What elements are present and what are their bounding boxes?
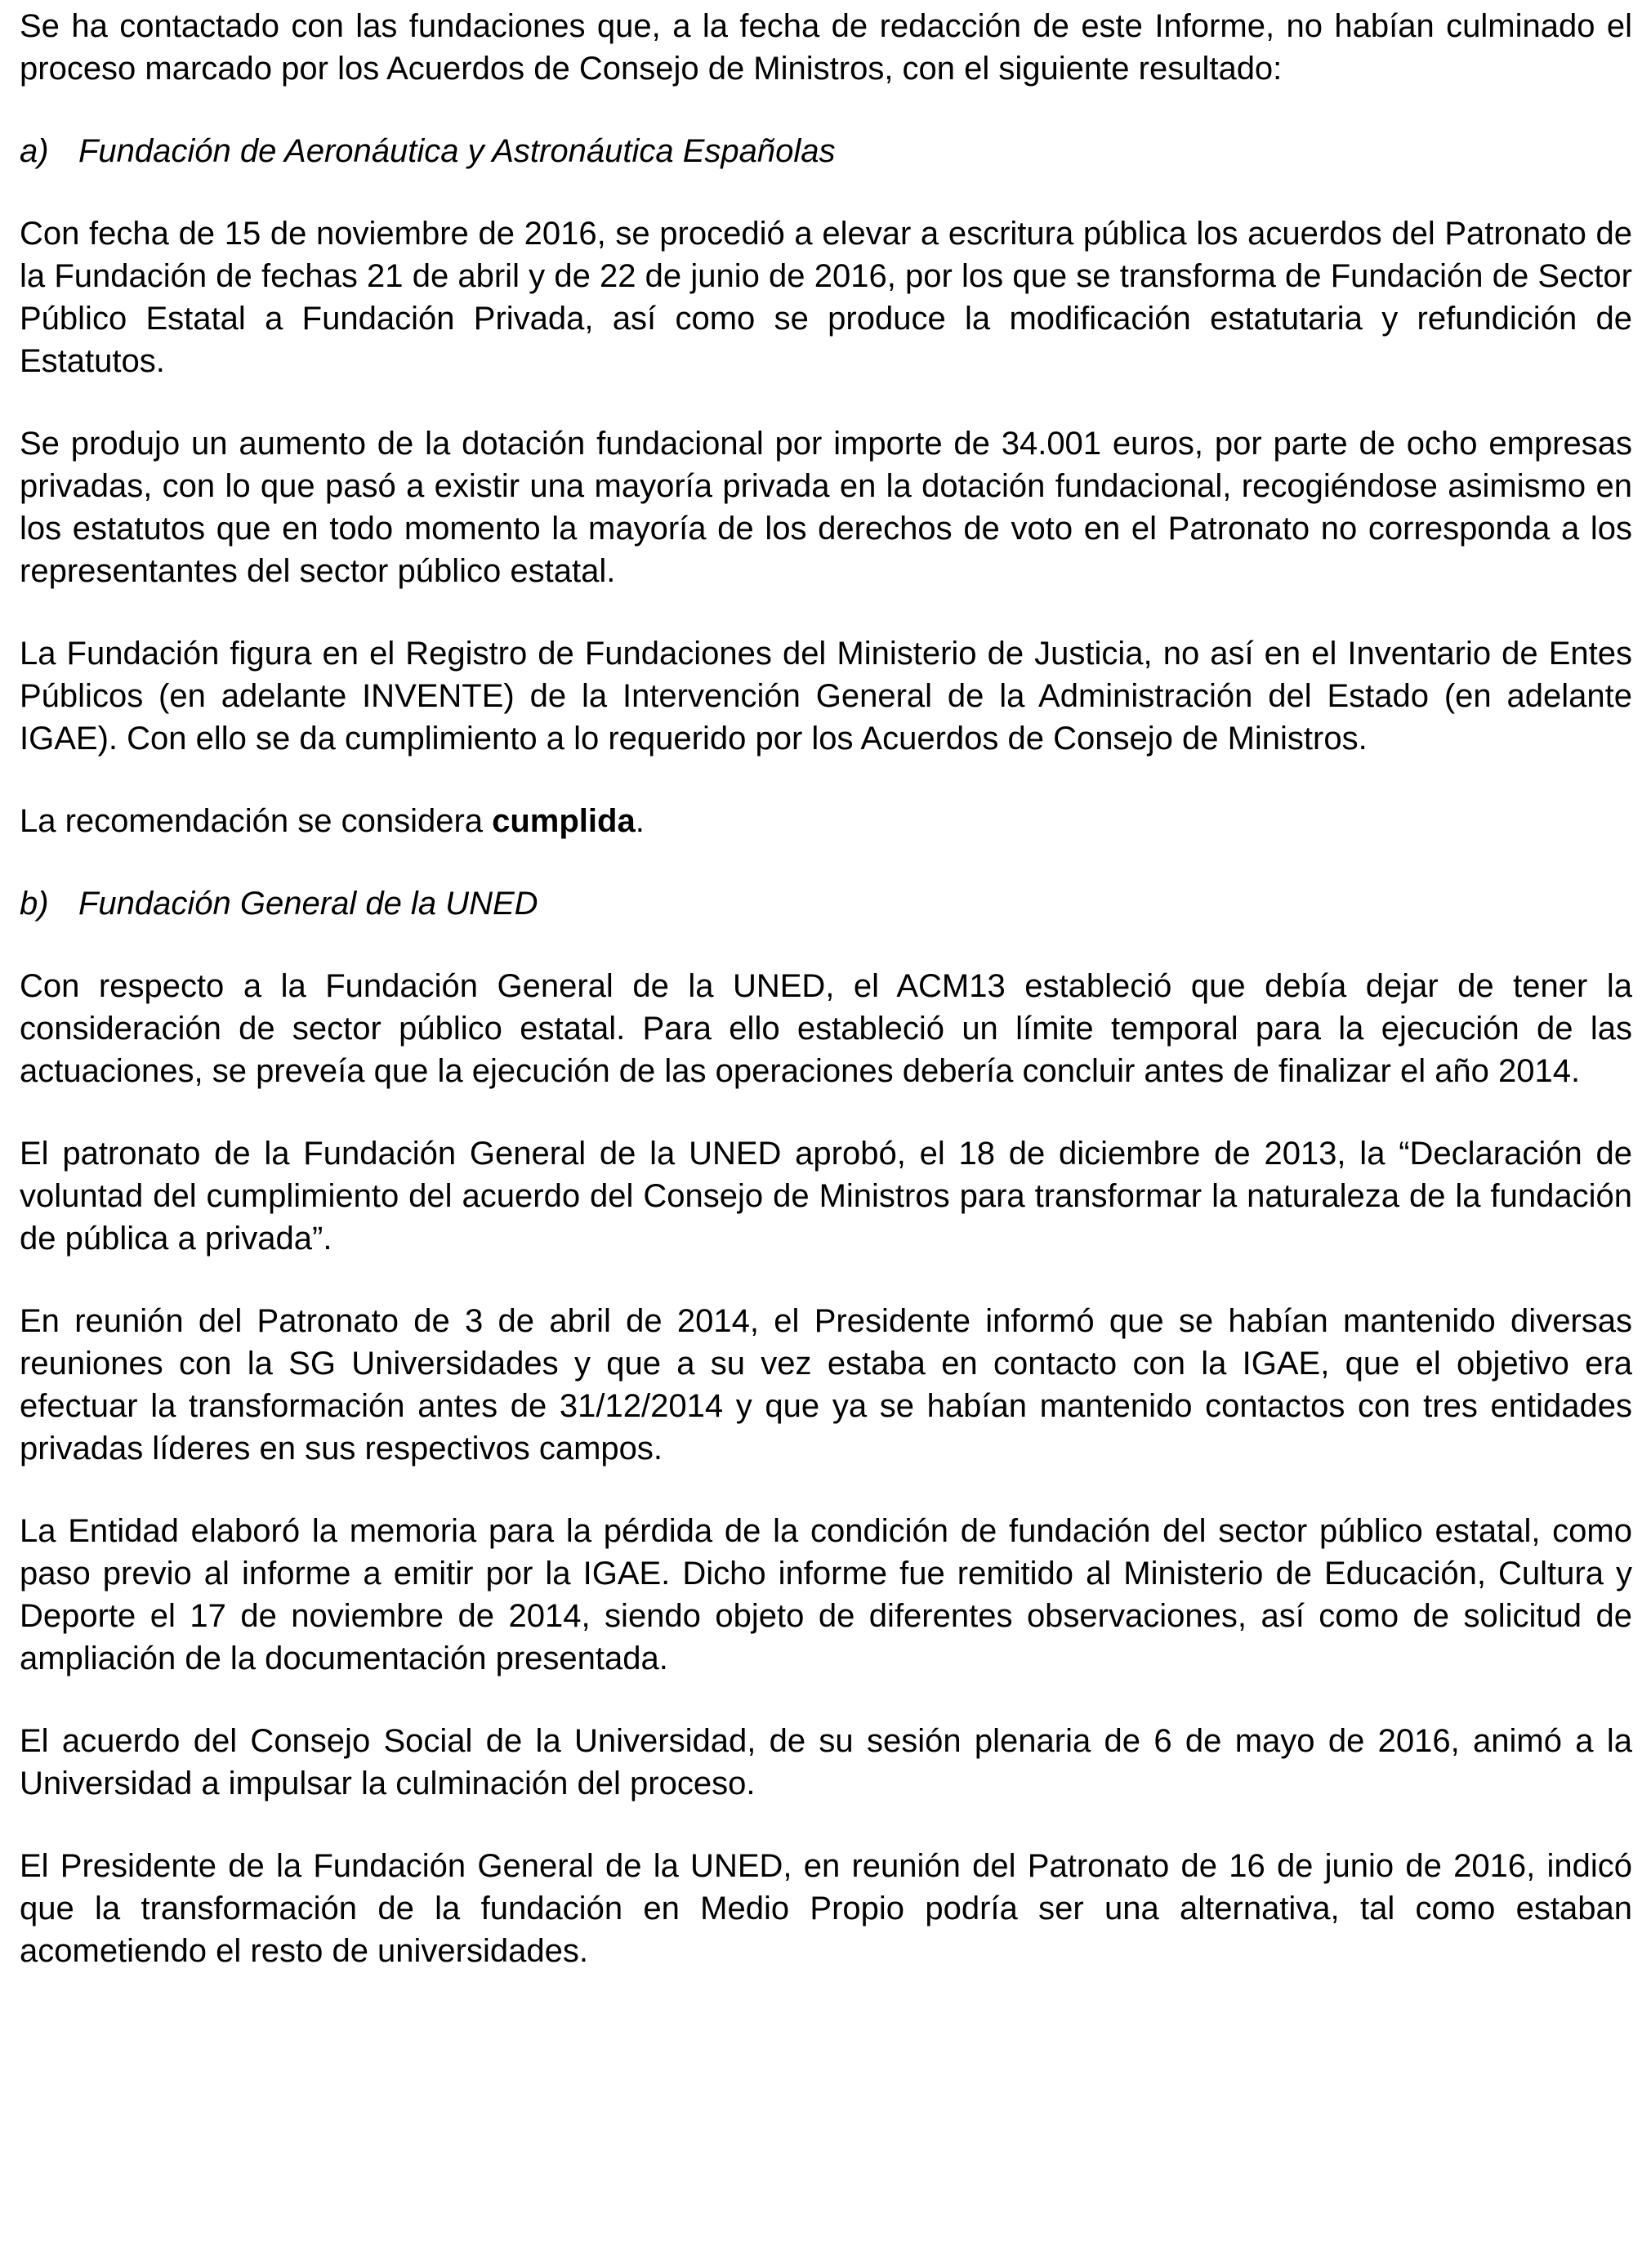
section-b-paragraph-5: El acuerdo del Consejo Social de la Universidad, de su sesión plenaria de 6 de mayo de 2016, animó a la Universidad a impulsar la culminación del proceso. [20,1723,1632,1801]
section-b-marker: b) [20,886,49,922]
section-a-conclusion [20,800,1632,842]
conclusion-prefix: La recomendación se considera [20,803,493,839]
section-a-marker: a) [20,133,49,169]
section-a-paragraph-1: Con fecha de 15 de noviembre de 2016, se procedió a elevar a escritura pública los acuerdos del Patronato de la Fundación de fechas 21 de abril y de 22 de junio de 2016, por los que se transforma de Fundación de Sector Público Estatal a Fundación Privada, así como se produce la modificación estatutaria y refundición de Estatutos. [20,216,1632,379]
section-b-paragraph-2: El patronato de la Fundación General de la UNED aprobó, el 18 de diciembre de 2013, la “Declaración de voluntad del cumplimiento del acuerdo del Consejo de Ministros para transformar la naturaleza de la fundación de pública a privada”. [20,1136,1632,1257]
section-a-heading [20,130,1632,172]
document-page [20,5,1632,2012]
section-b-paragraph-6: El Presidente de la Fundación General de la UNED, en reunión del Patronato de 16 de junio de 2016, indicó que la transformación de la fundación en Medio Propio podría ser una alternativa, tal como estaban acometiendo el resto de universidades. [20,1848,1632,1969]
section-b-heading [20,882,1632,925]
intro-paragraph: Se ha contactado con las fundaciones que, a la fecha de redacción de este Informe, no habían culminado el proceso marcado por los Acuerdos de Consejo de Ministros, con el siguiente resultado: [20,8,1632,87]
section-a-paragraph-3: La Fundación figura en el Registro de Fundaciones del Ministerio de Justicia, no así en el Inventario de Entes Públicos (en adelante INVENTE) de la Intervención General de la Administración del Estado (en adelante IGAE). Con ello se da cumplimiento a lo requerido por los Acuerdos de Consejo de Ministros. [20,636,1632,757]
conclusion-status: cumplida [492,803,636,839]
section-b-paragraph-3: En reunión del Patronato de 3 de abril de 2014, el Presidente informó que se habían mantenido diversas reuniones con la SG Universidades y que a su vez estaba en contacto con la IGAE, que el objetivo era efectuar la transformación antes de 31/12/2014 y que ya se habían mantenido contactos con tres entidades privadas líderes en sus respectivos campos. [20,1303,1632,1467]
section-a-title: Fundación de Aeronáutica y Astronáutica Españolas [78,133,836,169]
section-b-title: Fundación General de la UNED [78,886,538,922]
section-b-paragraph-1: Con respecto a la Fundación General de la UNED, el ACM13 estableció que debía dejar de tener la consideración de sector público estatal. Para ello estableció un límite temporal para la ejecución de las actuaciones, se preveía que la ejecución de las operaciones debería concluir antes de finalizar el año 2014. [20,968,1632,1089]
section-b-paragraph-4: La Entidad elaboró la memoria para la pérdida de la condición de fundación del sector público estatal, como paso previo al informe a emitir por la IGAE. Dicho informe fue remitido al Ministerio de Educación, Cultura y Deporte el 17 de noviembre de 2014, siendo objeto de diferentes observaciones, así como de solicitud de ampliación de la documentación presentada. [20,1513,1632,1676]
conclusion-suffix: . [635,803,645,839]
section-a-paragraph-2: Se produjo un aumento de la dotación fundacional por importe de 34.001 euros, por parte de ocho empresas privadas, con lo que pasó a existir una mayoría privada en la dotación fundacional, recogiéndose asimismo en los estatutos que en todo momento la mayoría de los derechos de voto en el Patronato no corresponda a los representantes del sector público estatal. [20,426,1632,589]
